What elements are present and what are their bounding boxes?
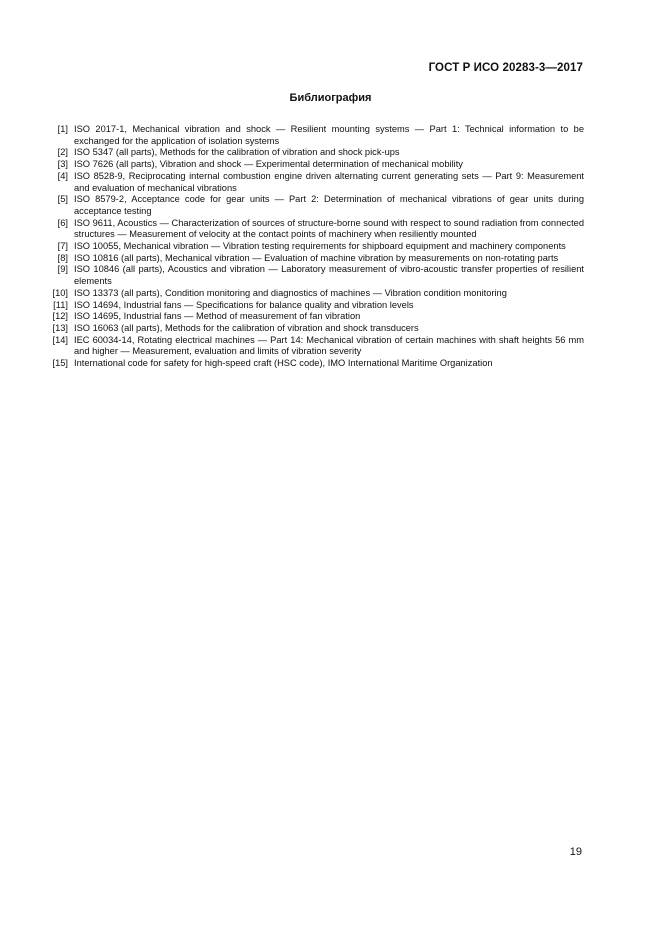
bibliography-item <box>44 159 584 171</box>
bibliography-item <box>44 300 584 312</box>
reference-number: [9] <box>57 264 68 275</box>
reference-text: ISO 5347 (all parts), Methods for the calibration of vibration and shock pick-ups <box>74 147 400 158</box>
reference-number: [11] <box>53 299 68 310</box>
bibliography-item <box>44 264 584 287</box>
reference-number: [3] <box>57 159 68 170</box>
bibliography-item <box>44 358 584 370</box>
reference-text: ISO 7626 (all parts), Vibration and shock — Experimental determination of mechanical mobility <box>74 159 463 170</box>
reference-text: International code for safety for high-speed craft (HSC code), IMO International Maritime Organization <box>74 358 493 369</box>
bibliography-item <box>44 194 584 217</box>
bibliography-title: Библиография <box>289 92 372 104</box>
reference-text: ISO 14694, Industrial fans — Specifications for balance quality and vibration levels <box>74 299 414 310</box>
bibliography-item <box>44 124 584 147</box>
reference-text: ISO 8528-9, Reciprocating internal combustion engine driven alternating current generating sets — Part 9: Measurement and evaluation of mechanical vibrations <box>74 170 584 193</box>
reference-text: ISO 13373 (all parts), Condition monitoring and diagnostics of machines — Vibration condition monitoring <box>74 287 507 298</box>
reference-text: ISO 8579-2, Acceptance code for gear units — Part 2: Determination of mechanical vibrations of gear units during acceptance testing <box>74 194 584 216</box>
bibliography-item <box>44 253 584 265</box>
bibliography-item <box>44 171 584 194</box>
reference-number: [12] <box>52 311 68 322</box>
bibliography-item <box>44 311 584 323</box>
reference-number: [8] <box>57 252 68 263</box>
reference-number: [15] <box>52 358 68 369</box>
reference-number: [5] <box>57 194 68 205</box>
reference-text: ISO 9611, Acoustics — Characterization of sources of structure-borne sound with respect to sound radiation from connected structures — Measurement of velocity at the contact points of machinery when resiliently mounted <box>74 217 584 240</box>
reference-number: [6] <box>57 217 68 228</box>
bibliography-item <box>44 323 584 335</box>
reference-text: ISO 14695, Industrial fans — Method of measurement of fan vibration <box>74 311 361 322</box>
reference-text: ISO 2017-1, Mechanical vibration and shock — Resilient mounting systems — Part 1: Technical information to be exchanged for the application of isolation systems <box>74 124 584 146</box>
page-number: 19 <box>569 846 582 858</box>
reference-text: ISO 10055, Mechanical vibration — Vibration testing requirements for shipboard equipment and machinery components <box>74 241 566 252</box>
bibliography-item <box>44 335 584 358</box>
reference-text: IEC 60034-14, Rotating electrical machines — Part 14: Mechanical vibration of certain machines with shaft heights 56 mm and higher — Measurement, evaluation and limits of vibration severity <box>74 334 584 357</box>
reference-number: [1] <box>57 124 68 134</box>
bibliography-item <box>44 147 584 159</box>
reference-number: [2] <box>57 147 68 158</box>
reference-number: [10] <box>52 287 68 298</box>
reference-number: [14] <box>52 334 68 345</box>
reference-text: ISO 10816 (all parts), Mechanical vibration — Evaluation of machine vibration by measurements on non-rotating parts <box>74 252 559 263</box>
bibliography-item <box>44 241 584 253</box>
document-code: ГОСТ Р ИСО 20283-3—2017 <box>428 62 583 74</box>
reference-text: ISO 16063 (all parts), Methods for the calibration of vibration and shock transducers <box>74 322 419 333</box>
reference-text: ISO 10846 (all parts), Acoustics and vibration — Laboratory measurement of vibro-acoustic transfer properties of resilient elements <box>74 264 584 287</box>
bibliography-item <box>44 218 584 241</box>
reference-number: [13] <box>52 322 68 333</box>
bibliography-item <box>44 288 584 300</box>
reference-number: [7] <box>57 241 68 252</box>
bibliography-list <box>44 124 584 370</box>
reference-number: [4] <box>57 170 68 181</box>
